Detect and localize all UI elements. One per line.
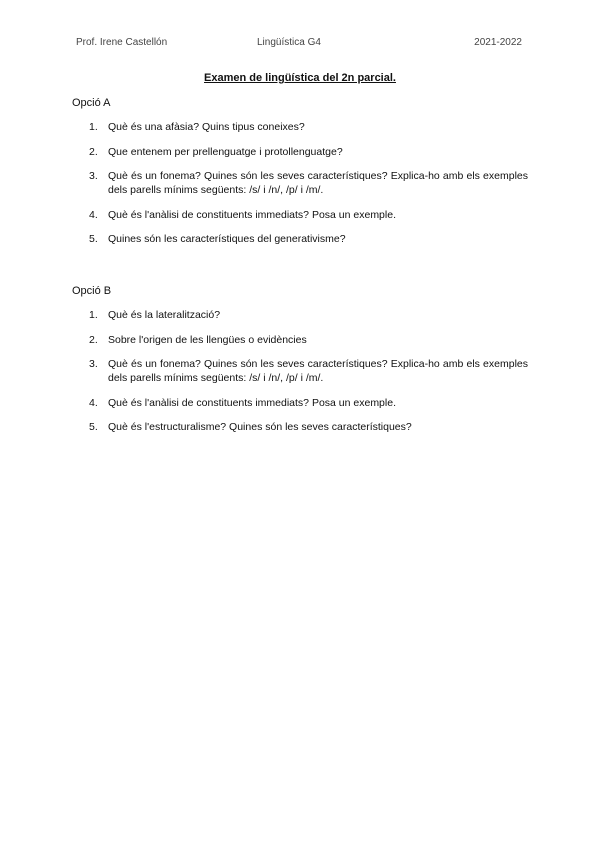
question-number: 5. xyxy=(89,421,98,433)
question-item xyxy=(72,232,528,246)
question-item xyxy=(72,145,528,159)
option-b-label: Opció B xyxy=(72,285,112,297)
question-number: 4. xyxy=(89,396,98,409)
exam-title: Examen de lingüística del 2n parcial. xyxy=(204,72,396,84)
question-item xyxy=(72,357,528,385)
question-text: Què és l'anàlisi de constituents immediats? Posa un exemple. xyxy=(108,208,396,221)
question-text: Que entenem per prellenguatge i protollenguatge? xyxy=(108,145,343,158)
question-item xyxy=(72,333,528,347)
option-a-questions xyxy=(72,120,528,257)
question-text: Què és una afàsia? Quins tipus coneixes? xyxy=(108,121,305,133)
question-text: Què és l'estructuralisme? Quines són les seves característiques? xyxy=(108,421,412,433)
header-course: Lingüística G4 xyxy=(257,37,321,48)
question-item xyxy=(72,169,528,197)
option-a-label: Opció A xyxy=(72,97,111,109)
question-item xyxy=(72,120,528,134)
question-text: Què és l'anàlisi de constituents immediats? Posa un exemple. xyxy=(108,396,396,409)
question-number: 2. xyxy=(89,145,98,158)
question-number: 2. xyxy=(89,333,98,346)
header-author: Prof. Irene Castellón xyxy=(76,37,168,48)
page-header xyxy=(0,37,600,51)
question-number: 4. xyxy=(89,208,98,221)
header-year: 2021-2022 xyxy=(474,37,522,48)
question-number: 1. xyxy=(89,309,98,321)
question-text: Què és la lateralització? xyxy=(108,309,221,321)
question-text: Què és un fonema? Quines són les seves característiques? Explica-ho amb els exemples dels parells mínims següents: /s/ i /n/, /p/ i /m/. xyxy=(108,358,528,384)
question-text: Quines són les característiques del generativisme? xyxy=(108,233,346,245)
question-item xyxy=(72,420,528,434)
question-text: Sobre l'origen de les llengües o evidències xyxy=(108,333,307,346)
question-item xyxy=(72,208,528,222)
question-item xyxy=(72,396,528,410)
question-text: Què és un fonema? Quines són les seves característiques? Explica-ho amb els exemples dels parells mínims següents: /s/ i /n/, /p/ i /m/. xyxy=(108,170,528,196)
question-number: 3. xyxy=(89,170,98,182)
question-item xyxy=(72,308,528,322)
question-number: 1. xyxy=(89,121,98,133)
question-number: 3. xyxy=(89,358,98,370)
question-number: 5. xyxy=(89,233,98,245)
option-b-questions xyxy=(72,308,528,445)
